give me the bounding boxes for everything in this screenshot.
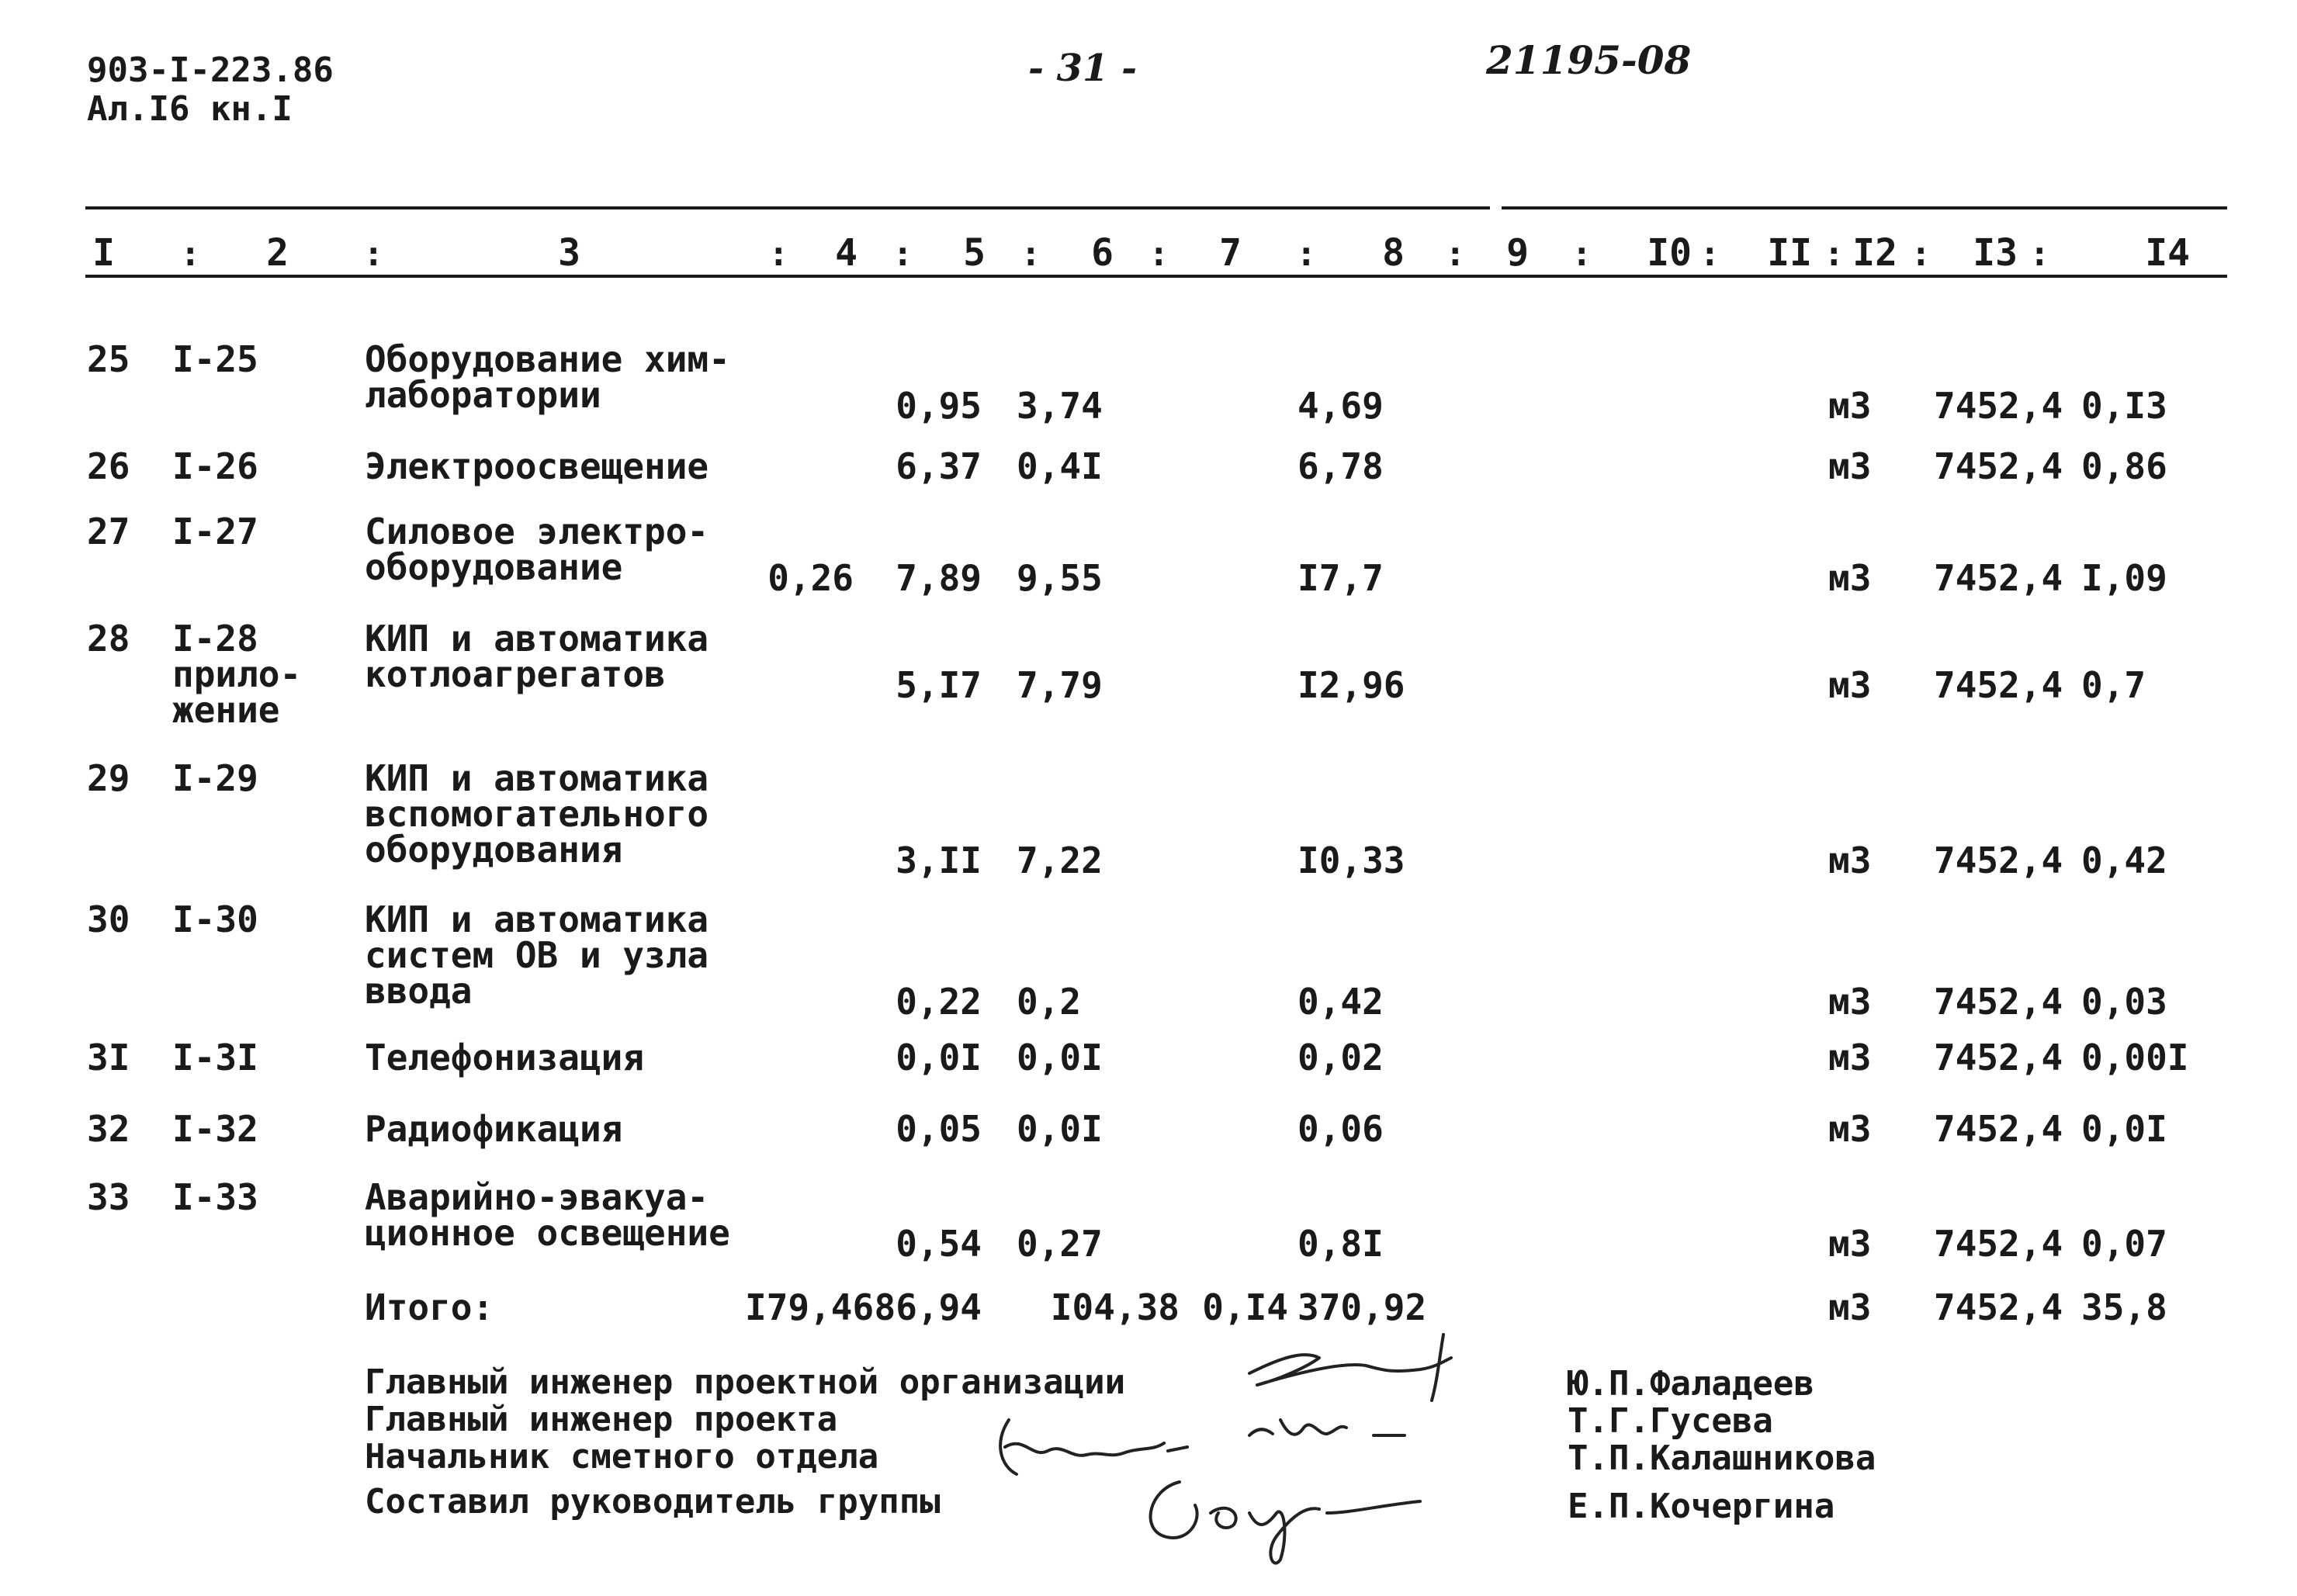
handwritten-signature-1 [1234, 1327, 1482, 1412]
row-number: 3I [87, 1037, 130, 1078]
row-col8: I7,7 [1297, 557, 1384, 599]
document-code-header [87, 51, 334, 129]
row-number: 27 [87, 511, 130, 552]
row-col6: 9,55 [1017, 557, 1103, 599]
row-number: 28 [87, 618, 130, 660]
row-col6: 3,74 [1017, 385, 1103, 427]
column-separator: : [1699, 234, 1720, 274]
row-unit: м3 [1828, 840, 1872, 881]
row-col14: 0,00I [2081, 1037, 2189, 1078]
row-number: 32 [87, 1108, 130, 1150]
row-name-line: оборудование [365, 546, 623, 588]
row-col5: 3,II [896, 840, 982, 881]
signature-name-3: Т.П.Калашникова [1568, 1438, 1876, 1478]
row-unit: м3 [1828, 1037, 1872, 1078]
row-name-line: КИП и автоматика [365, 757, 709, 799]
signature-name-1: Ю.П.Фаладеев [1568, 1364, 1814, 1404]
row-col8: 0,06 [1297, 1108, 1384, 1150]
row-col5: 0,95 [896, 385, 982, 427]
column-separator: : [180, 234, 201, 274]
column-number: 7 [1219, 231, 1242, 275]
row-code: I-32 [172, 1108, 258, 1150]
row-name-line: ционное освещение [365, 1212, 730, 1254]
row-code: I-29 [172, 757, 258, 799]
row-col8: 0,8I [1297, 1223, 1384, 1265]
row-code: I-3I [172, 1037, 258, 1078]
signature-names [1568, 1366, 1876, 1525]
document-number: 903-I-223.86 [87, 50, 334, 90]
signature-title-estimate-head: Начальник сметного отдела [365, 1437, 879, 1477]
row-col13: 7452,4 [1934, 557, 2063, 599]
row-name-line: Оборудование хим- [365, 338, 730, 380]
row-col6: 0,0I [1017, 1108, 1103, 1150]
column-separator: : [1148, 234, 1169, 274]
row-col6: 0,4I [1017, 445, 1103, 487]
column-separator: : [1571, 234, 1592, 274]
column-number: 6 [1091, 231, 1114, 275]
row-unit: м3 [1828, 557, 1872, 599]
column-number: II [1767, 231, 1812, 275]
total-col5: 86,94 [874, 1286, 982, 1328]
row-name-line: котлоагрегатов [365, 653, 666, 695]
row-name-line: КИП и автоматика [365, 898, 709, 940]
top-rule-left [85, 206, 1490, 209]
row-col8: I0,33 [1297, 840, 1405, 881]
row-code: I-30 [172, 898, 258, 940]
row-col14: 0,42 [2081, 840, 2167, 881]
header-bottom-rule [85, 275, 2227, 278]
row-col8: 6,78 [1297, 445, 1384, 487]
row-name-line: КИП и автоматика [365, 618, 709, 660]
column-separator: : [363, 234, 384, 274]
row-name-line: систем ОВ и узла [365, 934, 709, 976]
row-col5: 6,37 [896, 445, 982, 487]
total-label: Итого: [365, 1286, 494, 1328]
row-code: I-27 [172, 511, 258, 552]
row-col13: 7452,4 [1934, 664, 2063, 706]
column-number: I [92, 231, 115, 275]
column-number: I0 [1647, 231, 1692, 275]
signature-name-2: Т.Г.Гусева [1568, 1401, 1773, 1441]
row-unit: м3 [1828, 1223, 1872, 1265]
total-col4: I79,46 [745, 1286, 875, 1328]
row-number: 29 [87, 757, 130, 799]
row-col8: 0,42 [1297, 981, 1384, 1023]
signature-name-4: Е.П.Кочергина [1568, 1487, 1835, 1526]
total-col8: 370,92 [1297, 1286, 1427, 1328]
signature-title-chief-engineer-project: Главный инженер проекта [365, 1400, 838, 1439]
column-number: 2 [266, 231, 289, 275]
total-col13: 7452,4 [1934, 1286, 2063, 1328]
row-number: 26 [87, 445, 130, 487]
column-separator: : [892, 234, 913, 274]
signature-title-chief-engineer-org: Главный инженер проектной организации [365, 1362, 1126, 1402]
row-col13: 7452,4 [1934, 981, 2063, 1023]
total-col6: I04,38 [1050, 1286, 1180, 1328]
row-col6: 7,22 [1017, 840, 1103, 881]
row-col13: 7452,4 [1934, 1037, 2063, 1078]
column-number: 5 [963, 231, 986, 275]
row-unit: м3 [1828, 1108, 1872, 1150]
total-col7: 0,I4 [1202, 1286, 1288, 1328]
row-unit: м3 [1828, 445, 1872, 487]
column-separator: : [1445, 234, 1466, 274]
row-col14: 0,07 [2081, 1223, 2167, 1265]
row-col5: 0,22 [896, 981, 982, 1023]
row-col13: 7452,4 [1934, 1108, 2063, 1150]
column-number: 3 [558, 231, 580, 275]
row-col5: 5,I7 [896, 664, 982, 706]
column-number: I4 [2145, 231, 2190, 275]
column-number: 4 [835, 231, 857, 275]
row-col14: 0,03 [2081, 981, 2167, 1023]
row-code: I-25 [172, 338, 258, 380]
row-col5: 7,89 [896, 557, 982, 599]
row-col14: I,09 [2081, 557, 2167, 599]
row-col13: 7452,4 [1934, 385, 2063, 427]
row-col13: 7452,4 [1934, 1223, 2063, 1265]
handwritten-signature-2 [1242, 1404, 1420, 1451]
row-code-note: жение [172, 689, 280, 731]
signature-title-group-lead: Составил руководитель группы [365, 1482, 941, 1522]
column-number: 9 [1506, 231, 1529, 275]
handwritten-code: 21195-08 [1486, 37, 1692, 83]
row-col5: 0,05 [896, 1108, 982, 1150]
row-number: 33 [87, 1176, 130, 1218]
column-number: I3 [1973, 231, 2018, 275]
column-separator: : [2029, 234, 2050, 274]
row-code-note: прило- [172, 653, 302, 695]
row-name-line: Электроосвещение [365, 445, 709, 487]
row-unit: м3 [1828, 981, 1872, 1023]
column-separator: : [768, 234, 789, 274]
row-number: 25 [87, 338, 130, 380]
row-col14: 0,86 [2081, 445, 2167, 487]
row-name-line: Радиофикация [365, 1108, 623, 1150]
row-name-line: Телефонизация [365, 1037, 645, 1078]
row-col5: 0,0I [896, 1037, 982, 1078]
row-col6: 0,27 [1017, 1223, 1103, 1265]
row-name-line: оборудования [365, 829, 623, 871]
handwritten-signature-4 [1133, 1459, 1459, 1575]
column-separator: : [1020, 234, 1041, 274]
row-name-line: ввода [365, 970, 473, 1012]
row-code: I-33 [172, 1176, 258, 1218]
row-code: I-26 [172, 445, 258, 487]
row-col5: 0,54 [896, 1223, 982, 1265]
row-name-line: лаборатории [365, 374, 601, 416]
row-col14: 0,7 [2081, 664, 2146, 706]
row-col14: 0,I3 [2081, 385, 2167, 427]
total-unit: м3 [1828, 1286, 1872, 1328]
column-separator: : [1296, 234, 1317, 274]
row-code: I-28 [172, 618, 258, 660]
row-col6: 0,2 [1017, 981, 1082, 1023]
column-separator: : [1911, 234, 1931, 274]
column-number: 8 [1382, 231, 1405, 275]
row-unit: м3 [1828, 664, 1872, 706]
page-number: - 31 - [1028, 47, 1138, 90]
row-name-line: Силовое электро- [365, 511, 709, 552]
row-col4: 0,26 [767, 557, 854, 599]
row-col13: 7452,4 [1934, 445, 2063, 487]
column-number: I2 [1852, 231, 1897, 275]
row-unit: м3 [1828, 385, 1872, 427]
total-col14: 35,8 [2081, 1286, 2167, 1328]
row-col13: 7452,4 [1934, 840, 2063, 881]
row-col8: I2,96 [1297, 664, 1405, 706]
album-book: Ал.I6 кн.I [87, 89, 293, 129]
row-col6: 0,0I [1017, 1037, 1103, 1078]
row-number: 30 [87, 898, 130, 940]
row-col8: 4,69 [1297, 385, 1384, 427]
top-rule-right [1502, 206, 2227, 209]
column-separator: : [1824, 234, 1845, 274]
row-name-line: Аварийно-эвакуа- [365, 1176, 709, 1218]
row-name-line: вспомогательного [365, 793, 709, 835]
row-col6: 7,79 [1017, 664, 1103, 706]
row-col14: 0,0I [2081, 1108, 2167, 1150]
row-col8: 0,02 [1297, 1037, 1384, 1078]
